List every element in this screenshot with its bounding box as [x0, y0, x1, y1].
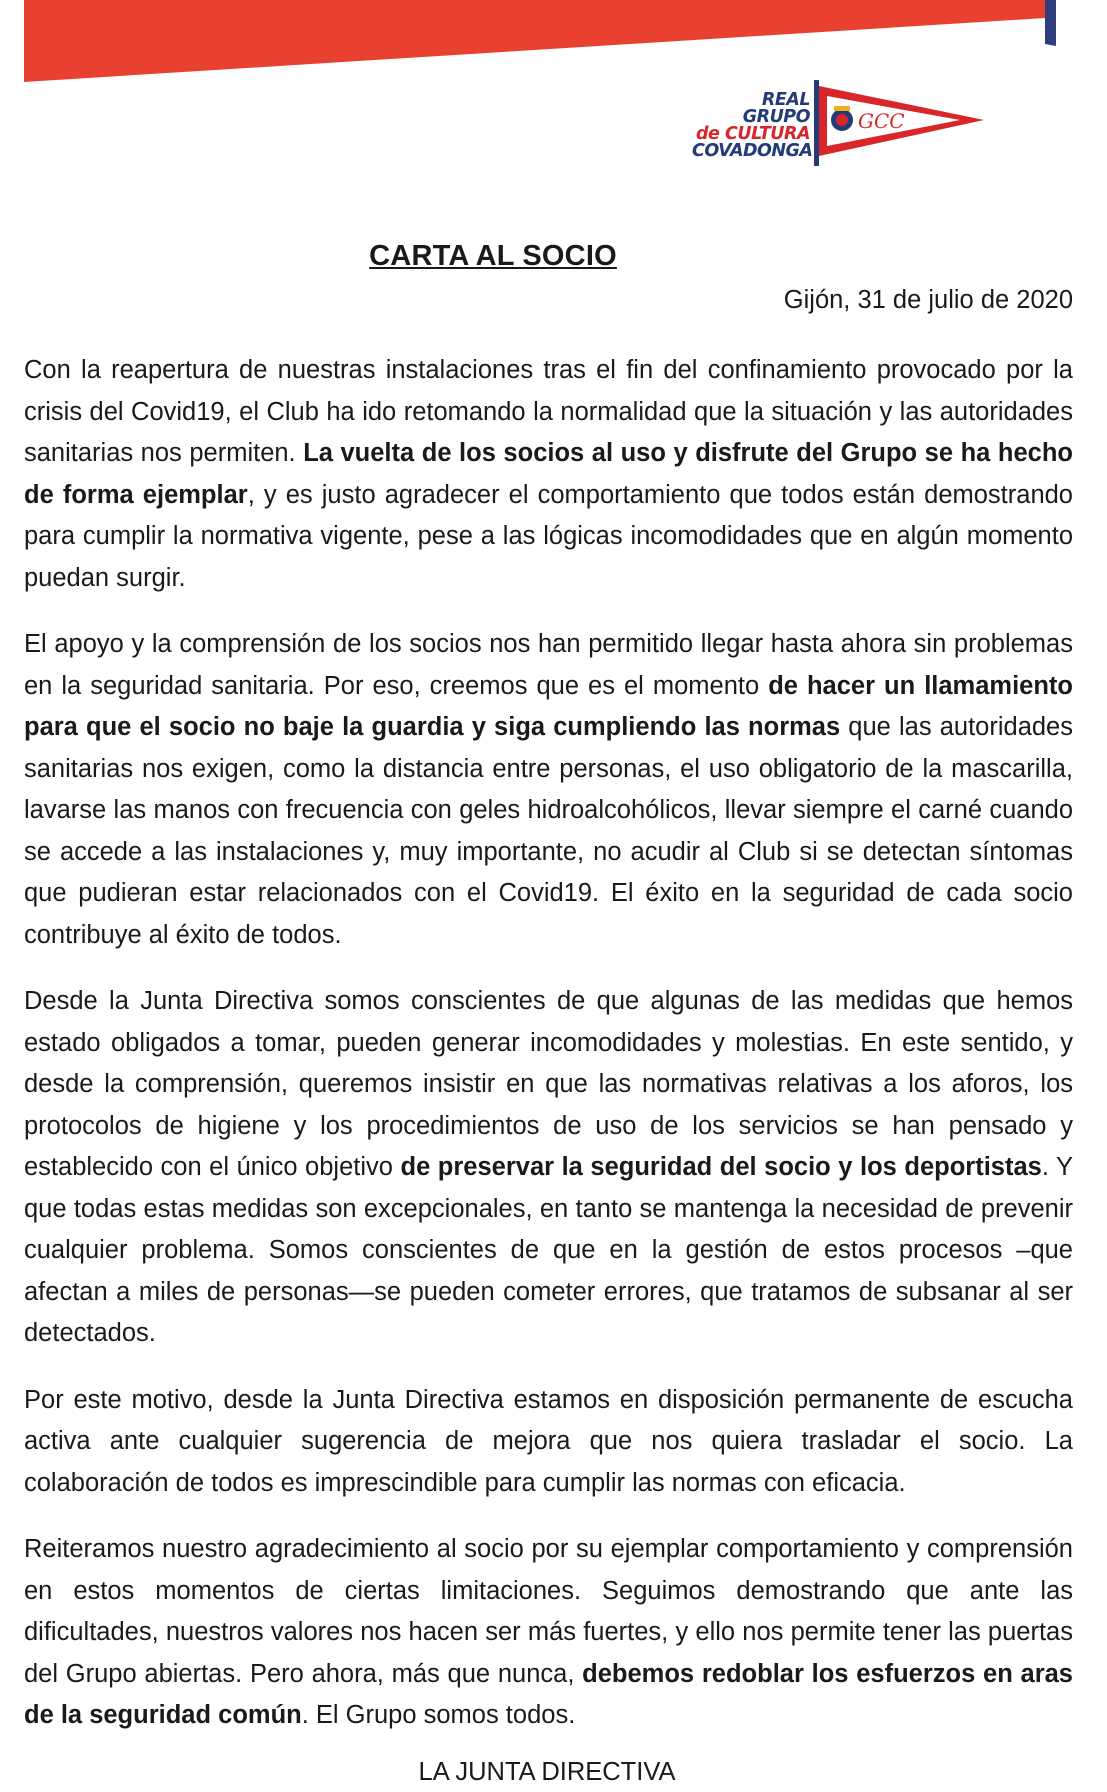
- paragraph-5: Reiteramos nuestro agradecimiento al socio por su ejemplar comportamiento y comprensión en estos momentos de ciertas limitaciones. Seguimos demostrando que ante las dificultades, nuestros valores nos hacen ser más fuertes, y ello nos permite tener las puertas del Grupo abiertas. Pero ahora, más que nunca, debemos redoblar los esfuerzos en aras de la seguridad común. El Grupo somos todos.: [24, 1535, 1073, 1729]
- logo-line-2: de CULTURA: [696, 124, 810, 144]
- logo-line-3: COVADONGA: [692, 141, 813, 161]
- page-title: CARTA AL SOCIO: [369, 240, 617, 272]
- logo-line-1: REAL GRUPO: [742, 90, 810, 127]
- emphasis: La vuelta de los socios al uso y disfrute del Grupo se ha hecho de forma ejemplar: [24, 439, 1073, 509]
- letter-date: Gijón, 31 de julio de 2020: [783, 286, 1073, 314]
- header-banner: [0, 0, 1107, 90]
- paragraph-4: Por este motivo, desde la Junta Directiva estamos en disposición permanente de escucha activa ante cualquier sugerencia de mejora que nos quiera trasladar el socio. La colaboración de todos es imprescindible para cumplir las normas con eficacia.: [24, 1385, 1073, 1497]
- paragraph-1: Con la reapertura de nuestras instalaciones tras el fin del confinamiento provocado por la crisis del Covid19, el Club ha ido retomando la normalidad que la situación y las autoridades sanitarias nos permiten. La vuelta de los socios al uso y disfrute del Grupo se ha hecho de forma ejemplar, y es justo agradecer el comportamiento que todos están demostrando para cumplir la normativa vigente, pese a las lógicas incomodidades que en algún momento puedan surgir.: [24, 356, 1073, 592]
- paragraph-2: El apoyo y la comprensión de los socios nos han permitido llegar hasta ahora sin problemas en la seguridad sanitaria. Por eso, creemos que es el momento de hacer un llamamiento para que el socio no baje la guardia y siga cumpliendo las normas que las autoridades sanitarias nos exigen, como la distancia entre personas, el uso obligatorio de la mascarilla, lavarse las manos con frecuencia con geles hidroalcohólicos, llevar siempre el carné cuando se accede a las instalaciones y, muy importante, no acudir al Club si se detectan síntomas que pudieran estar relacionados con el Covid19. El éxito en la seguridad de cada socio contribuye al éxito de todos.: [24, 630, 1073, 949]
- logo-wordmark: [692, 90, 813, 161]
- letter-body: [24, 350, 1073, 1762]
- paragraph-3: Desde la Junta Directiva somos conscientes de que algunas de las medidas que hemos estado obligados a tomar, pueden generar incomodidades y molestias. En este sentido, y desde la comprensión, queremos insistir en que las normativas relativas a los aforos, los protocolos de higiene y los procedimientos de uso de los servicios se han pensado y establecido con el único objetivo de preservar la seguridad del socio y los deportistas. Y que todas estas medidas son excepcionales, en tanto se mantenga la necesidad de prevenir cualquier problema. Somos conscientes de que en la gestión de estos procesos –que afectan a miles de personas—se pueden cometer errores, que tratamos de subsanar al ser detectados.: [24, 987, 1073, 1347]
- signature: LA JUNTA DIRECTIVA: [418, 1758, 676, 1786]
- emphasis: de hacer un llamamiento para que el socio no baje la guardia y siga cumpliendo las normas: [24, 671, 1073, 741]
- emphasis: debemos redoblar los esfuerzos en aras de la seguridad común: [24, 1659, 1073, 1729]
- emphasis: de preservar la seguridad del socio y los deportistas: [400, 1153, 1042, 1181]
- pennant-flag-icon: [814, 78, 986, 168]
- club-logo: [692, 78, 992, 168]
- banner-red-stripe: [24, 0, 1045, 82]
- logo-monogram: GCC: [858, 109, 905, 133]
- banner-navy-corner: [1045, 0, 1056, 46]
